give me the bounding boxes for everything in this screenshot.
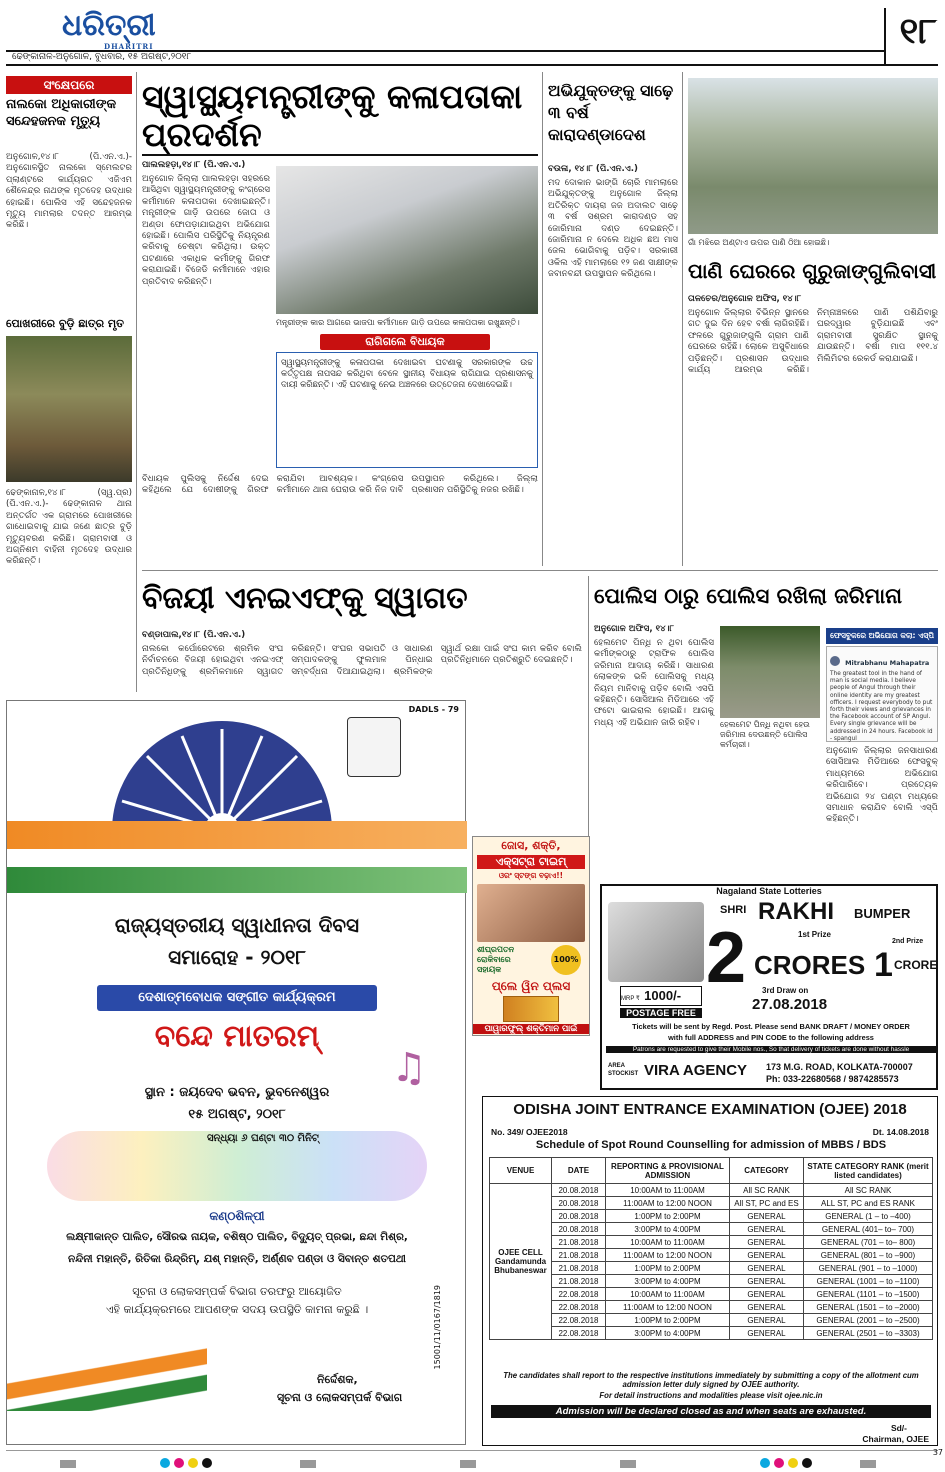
table-row	[490, 1314, 933, 1327]
police-photo	[720, 626, 820, 718]
footer-rule	[6, 1450, 938, 1451]
lottery-shri: SHRI	[720, 904, 747, 916]
ojee-sign2: Chairman, OJEE	[862, 1434, 929, 1444]
lottery-header: Nagaland State Lotteries	[716, 886, 822, 896]
folio: 37	[932, 1448, 943, 1457]
lottery-bumper: BUMPER	[854, 906, 911, 921]
registration-mark	[860, 1460, 876, 1468]
cmyk-dot	[160, 1458, 170, 1468]
table-cell: GENERAL	[730, 1301, 804, 1314]
table-cell: All SC RANK	[804, 1184, 933, 1197]
welcome-headline: ବିଜୟୀ ଏନଇଏଫ୍‌କୁ ସ୍ୱାଗତ	[142, 581, 468, 616]
lottery-price: 1000/-	[644, 988, 682, 1003]
brief1-body: ଅନୁଗୋଳ,୧୪।୮ (ପି.ଏନ.ଏ.)- ଅନୁଗୋଳସ୍ଥିତ ନାଲକୋ ସ୍ମେଲଟର ପ୍ଲାଣ୍ଟରେ କାର୍ଯ୍ୟରତ ଏଜିଏମ ଶୈଳେନ୍ଦ୍ର ନାଥଙ୍କ ମୃତଦେହ ଉଦ୍ଧାର ହୋଇଛି। ପୋଲିସ ଏହି ସନ୍ଦେହଜନକ ମୃତ୍ୟୁ ମାମଲାର ତଦନ୍ତ ଆରମ୍ଭ କରିଛି।	[6, 152, 132, 231]
health-line3: ଓରଂ ସ୍ଟଙ୍ଗ ବଢ଼ାଏ!!	[498, 871, 564, 880]
lottery-mrp	[620, 986, 702, 1006]
table-cell: 22.08.2018	[552, 1288, 606, 1301]
registration-mark	[620, 1460, 636, 1468]
flood-photo	[688, 78, 938, 234]
brief2-headline: ପୋଖରୀରେ ବୁଡ଼ି ଛାତ୍ର ମୃତ	[6, 317, 124, 330]
table-cell: GENERAL (1501 – to –2000)	[804, 1301, 933, 1314]
lottery-prize2-unit: CRORE	[894, 958, 938, 972]
sidebar-box: ସ୍ୱାସ୍ଥ୍ୟମନ୍ତ୍ରୀଙ୍କୁ କଳାପତାକା ଦେଖାଇବା ଘଟଣାକୁ ସରକାରଙ୍କ ଉଚ୍ଚ କର୍ତ୍ତୃପକ୍ଷ ନାପସନ୍ଦ କରିଥିବା ବେଳେ ସ୍ଥାନୀୟ ବିଧାୟକ ରାଗିଯାଇ ପ୍ରଶାସନକୁ ଦାୟୀ କରିଛନ୍ତି। ଏହି ଘଟଣାକୁ ନେଇ ଅଞ୍ଚଳରେ ଉତ୍ତେଜନା ଦେଖାଦେଇଛି।	[276, 352, 538, 468]
table-cell: GENERAL (701 – to– 800)	[804, 1236, 933, 1249]
music-note-icon: ♫	[391, 1045, 427, 1091]
brief1-headline: ନାଲକୋ ଅଧିକାରୀଙ୍କ ସନ୍ଦେହଜନକ ମୃତ୍ୟୁ	[6, 97, 117, 129]
table-cell: GENERAL (401– to– 700)	[804, 1223, 933, 1236]
table-row	[490, 1249, 933, 1262]
brief2-photo	[6, 336, 132, 482]
cmyk-dot	[202, 1458, 212, 1468]
ojee-col-category: CATEGORY	[730, 1158, 804, 1184]
lottery-mrp-label: MRP ₹	[621, 996, 640, 1002]
table-cell: GENERAL	[730, 1327, 804, 1340]
table-row	[490, 1262, 933, 1275]
table-cell: 21.08.2018	[552, 1262, 606, 1275]
iday-subtitle: ସମାରୋହ - ୨୦୧୮	[168, 945, 306, 969]
table-cell: 1:00PM to 2:00PM	[606, 1262, 730, 1275]
lottery-figure	[608, 902, 704, 982]
table-cell: 20.08.2018	[552, 1223, 606, 1236]
iday-ref: 15001/11/0167/1819	[433, 1285, 442, 1370]
registration-mark	[60, 1460, 76, 1468]
iday-code: DADLS - 79	[408, 705, 459, 714]
lead-photo	[276, 166, 538, 314]
lead-underline	[142, 154, 538, 156]
ojee-ad	[482, 1096, 938, 1446]
iday-title: ରାଜ୍ୟସ୍ତରୀୟ ସ୍ୱାଧୀନତା ଦିବସ	[114, 913, 360, 937]
table-cell: GENERAL (801 – to –900)	[804, 1249, 933, 1262]
table-cell: 11:00AM to 12:00 NOON	[606, 1301, 730, 1314]
table-cell: 21.08.2018	[552, 1275, 606, 1288]
table-cell: 3:00PM to 4:00PM	[606, 1223, 730, 1236]
jail-body: ମଦ ଦୋକାନ ଭାଙ୍ଗି ଚୋରି ମାମଲାରେ ଅଭିଯୁକ୍ତଙ୍କୁ ଅନୁଗୋଳ ଜିଲ୍ଲା ଅତିରିକ୍ତ ଦାୟରା ଜଜ ଅଦାଲତ ସାଢ଼େ ୩ ବର୍ଷ ସଶ୍ରମ କାରାଦଣ୍ଡ ସହ ଜୋରିମାନା ଦଣ୍ଡ ଦେଇଛନ୍ତି। ଜୋରିମାନା ନ ଦେଲେ ଅଧିକ ଛଅ ମାସ ଜେଲ ଭୋଗିବାକୁ ପଡ଼ିବ। ସରକାରୀ ଓକିଲ ଏହି ମାମଲାରେ ୧୨ ଜଣ ସାକ୍ଷୀଙ୍କ ଜବାନବନ୍ଦୀ ଉପସ୍ଥାପନ କରିଥିଲେ।	[548, 178, 678, 280]
iday-flag-swoosh	[7, 1341, 207, 1411]
lottery-notice1: Tickets will be sent by Regd. Post. Please send BANK DRAFT / MONEY ORDER	[632, 1022, 910, 1031]
health-product	[503, 996, 559, 1022]
health-footer: ପାୱାରଫୁଲ୍ ଶକ୍ତିମାନ ପାଇଁ	[473, 1024, 589, 1034]
jail-headline: ଅଭିଯୁକ୍ତଙ୍କୁ ସାଢ଼େ ୩ ବର୍ଷ କାରାଦଣ୍ଡାଦେଶ	[548, 81, 674, 144]
ojee-closing: Admission will be declared closed as and when seats are exhausted.	[491, 1405, 931, 1418]
table-cell: GENERAL	[730, 1249, 804, 1262]
ojee-col-rank: STATE CATEGORY RANK (merit listed candidates)	[804, 1158, 933, 1184]
lead-dateline: ପାଲଲହଡ଼ା,୧୪।୮ (ପି.ଏନ.ଏ.)	[142, 160, 246, 170]
table-cell: 3:00PM to 4:00PM	[606, 1327, 730, 1340]
table-row	[490, 1210, 933, 1223]
lottery-prize2-amount: 1	[874, 946, 893, 984]
table-cell: GENERAL (2001 – to –2500)	[804, 1314, 933, 1327]
table-cell: 1:00PM to 2:00PM	[606, 1314, 730, 1327]
logo-sub: DHARITRI	[104, 42, 154, 51]
registration-mark	[300, 1460, 316, 1468]
table-cell: GENERAL	[730, 1262, 804, 1275]
table-cell: GENERAL (1001 – to –1100)	[804, 1275, 933, 1288]
table-row	[490, 1197, 933, 1210]
jail-dateline: ବଉଳା, ୧୪।୮ (ପି.ଏନ.ଏ.)	[548, 164, 638, 174]
table-cell: GENERAL (901 – to –1000)	[804, 1262, 933, 1275]
lottery-two: 2	[706, 918, 747, 998]
iday-song: ବନ୍ଦେ ମାତରମ୍	[154, 1019, 320, 1054]
ojee-table-wrap	[489, 1157, 933, 1340]
header-rule	[6, 64, 938, 66]
welcome-divider	[588, 576, 589, 866]
lottery-draw-date: 27.08.2018	[752, 996, 828, 1013]
health-tag1: ଶୀଘ୍ରପତନ	[477, 945, 515, 954]
lottery-notice2: with full ADDRESS and PIN CODE to the following address	[668, 1033, 874, 1042]
jail-divider	[682, 72, 683, 566]
table-cell: 22.08.2018	[552, 1314, 606, 1327]
iday-sign2: ସୂଚନା ଓ ଲୋକସମ୍ପର୍କ ବିଭାଗ	[277, 1391, 403, 1404]
table-row	[490, 1236, 933, 1249]
table-cell: 21.08.2018	[552, 1236, 606, 1249]
cmyk-dot	[774, 1458, 784, 1468]
table-cell: GENERAL	[730, 1275, 804, 1288]
table-row	[490, 1184, 933, 1197]
iday-programme: ଦେଶାତ୍ମବୋଧକ ସଙ୍ଗୀତ କାର୍ଯ୍ୟକ୍ରମ	[97, 985, 377, 1011]
fb-name: Mitrabhanu Mahapatra	[845, 659, 930, 667]
iday-singers-line1: ଲକ୍ଷ୍ମୀକାନ୍ତ ପାଲିତ, ସୌରଭ ନାୟକ, ବଶିଷ୍ଠ ପାଲିତ, ବିଦ୍ୟୁତ୍ ପ୍ରଭା, ଛନ୍ଦା ମିଶ୍ର,	[66, 1231, 408, 1243]
lead-headline: ସ୍ୱାସ୍ଥ୍ୟମନ୍ତ୍ରୀଙ୍କୁ କଳାପତାକା ପ୍ରଦର୍ଶନ	[142, 77, 523, 154]
table-cell: GENERAL	[730, 1210, 804, 1223]
lottery-name: RAKHI	[758, 898, 834, 925]
health-badge: 100%	[551, 945, 581, 975]
table-cell: GENERAL	[730, 1314, 804, 1327]
lottery-draw-label: 3rd Draw on	[762, 986, 809, 995]
lottery-prize2: 2nd Prize	[892, 938, 924, 945]
table-cell: ALL ST, PC and ES RANK	[804, 1197, 933, 1210]
cmyk-dot	[788, 1458, 798, 1468]
iday-organiser: ସୂଚନା ଓ ଲୋକସମ୍ପର୍କ ବିଭାଗ ତରଫରୁ ଆୟୋଜିତ	[132, 1285, 342, 1298]
fb-post-card	[826, 646, 938, 742]
ojee-table	[489, 1157, 933, 1340]
lead-divider	[542, 72, 543, 566]
table-cell: 11:00AM to 12:00 NOON	[606, 1249, 730, 1262]
table-row	[490, 1301, 933, 1314]
flood-photo-caption: ଗାଁ ମଝିରେ ଅଣ୍ଟାଏ ଉପର ପାଣି ଠିଆ ହୋଇଛି।	[688, 238, 830, 247]
table-cell: GENERAL (1 – to –400)	[804, 1210, 933, 1223]
ojee-ref: No. 349/ OJEE2018	[491, 1127, 568, 1137]
table-cell: 10:00AM to 11:00AM	[606, 1288, 730, 1301]
iday-date: ୧୫ ଅଗଷ୍ଟ, ୨୦୧୮	[188, 1107, 286, 1122]
iday-sign1: ନିର୍ଦ୍ଦେଶକ,	[317, 1373, 358, 1386]
fb-avatar	[830, 656, 840, 666]
dateline: ଢେଙ୍କାନାଳ-ଅନୁଗୋଳ, ବୁଧବାର, ୧୫ ଅଗଷ୍ଟ,୨୦୧୮	[6, 50, 886, 64]
brief2-body: ଢେଙ୍କାନାଳ,୧୪।୮ (ସ୍ୱ.ପ୍ର)(ପି.ଏନ.ଏ.)- ଢେଙ୍କାନାଳ ଥାନା ଅନ୍ତର୍ଗତ ଏକ ଗ୍ରାମରେ ପୋଖରୀରେ ଗାଧୋଇବାକୁ ଯାଇ ଜଣେ ଛାତ୍ର ବୁଡ଼ି ମୃତ୍ୟୁବରଣ କରିଛି। ଗ୍ରାମବାସୀ ଓ ଅଗ୍ନିଶମ ବାହିନୀ ମୃତଦେହ ଉଦ୍ଧାର କରିଛନ୍ତି।	[6, 488, 132, 567]
table-cell: 20.08.2018	[552, 1197, 606, 1210]
ojee-sign1: Sd/-	[890, 1423, 907, 1433]
lottery-crores: CRORES	[754, 950, 866, 980]
flood-headline: ପାଣି ଘେରରେ ଗୁରୁଜାଙ୍ଗୁଲିବାସୀ	[688, 259, 937, 283]
table-cell: 22.08.2018	[552, 1301, 606, 1314]
sidebar-title: ରାଗିଗଲେ ବିଧାୟକ	[320, 334, 490, 350]
tricolour-saffron	[7, 821, 467, 849]
lead-body-continued: ବିଧାୟକ ପୁଲିସକୁ ନିର୍ଦ୍ଦେଶ ଦେଇ କହିଥିଲେ ଯେ ଦୋଷୀଙ୍କୁ ଗିରଫ କରାଯିବା ଆବଶ୍ୟକ। କଂଗ୍ରେସ କର୍ମୀମାନେ ଥାନା ଘେରାଉ କରି ନିଜ ଦାବି ଉପସ୍ଥାପନ କରିଥିଲେ। ଜିଲ୍ଲା ପ୍ରଶାସନ ପରିସ୍ଥିତିକୁ ନଜର ରଖିଛି।	[142, 474, 538, 496]
table-cell: 10:00AM to 11:00AM	[606, 1184, 730, 1197]
table-row	[490, 1223, 933, 1236]
iday-ad	[6, 700, 466, 1445]
health-tag2: ରୋକିବାରେ	[477, 955, 511, 964]
flood-body: ଅନୁଗୋଳ ଜିଲ୍ଲାର ବିଭିନ୍ନ ସ୍ଥାନରେ ଗତ ଦୁଇ ଦିନ ହେବ ବର୍ଷା ଲାଗିରହିଛି। ଫଳରେ ଗୁରୁଜାଙ୍ଗୁଲି ଗ୍ରାମ ପାଣି ଘେରରେ ରହିଛି। ଲୋକେ ଅସୁବିଧାରେ ପଡ଼ିଛନ୍ତି। ପ୍ରଶାସନ ଉଦ୍ଧାର କାର୍ଯ୍ୟ ଆରମ୍ଭ କରିଛି। ନିମ୍ନାଞ୍ଚଳରେ ପାଣି ପଶିଯିବାରୁ ଘରଦ୍ୱାର ବୁଡ଼ିଯାଇଛି ଏବଂ ଗ୍ରାମବାସୀ ସୁରକ୍ଷିତ ସ୍ଥାନକୁ ଯାଉଛନ୍ତି। ବର୍ଷା ମାପ ୧୧୧.୪ ମିଲିମିଟର ରେକର୍ଡ କରାଯାଇଛି।	[688, 308, 938, 376]
flood-dateline: ତାଳଚେର/ଅନୁଗୋଳ ଅଫିସ, ୧୪।୮	[688, 294, 802, 304]
page-number: ୧୮	[899, 10, 937, 52]
lottery-stockist-label: AREA STOCKIST	[608, 1063, 639, 1077]
police-body: ହେଲମେଟ ପିନ୍ଧି ନ ଥିବା ପୋଲିସ କର୍ମୀଙ୍କଠାରୁ ଟ୍ରାଫିକ ପୋଲିସ ଜରିମାନା ଆଦାୟ କରିଛି। ସାଧାରଣ ଲୋକଙ୍କ ଭଳି ପୋଲିସକୁ ମଧ୍ୟ ନିୟମ ମାନିବାକୁ ପଡ଼ିବ ବୋଲି ଏସପି କହିଛନ୍ତି। ସୋସିଆଲ ମିଡିଆରେ ଏହି ଫଟୋ ଭାଇରାଲ ହୋଇଛି। ଆଗକୁ ମଧ୍ୟ ଏହି ଅଭିଯାନ ଜାରି ରହିବ।	[594, 638, 714, 728]
fb-body: ଅନୁଗୋଳ ଜିଲ୍ଲାର ଜନସାଧାରଣ ସୋସିଆଲ ମିଡିଆରେ ଫେସବୁକ୍ ମାଧ୍ୟମରେ ଅଭିଯୋଗ କରିପାରିବେ। ପ୍ରତ୍ୟେକ ଅଭିଯୋଗ ୨୪ ଘଣ୍ଟା ମଧ୍ୟରେ ସମାଧାନ କରାଯିବ ବୋଲି ଏସ୍‌ପି କହିଛନ୍ତି।	[826, 746, 938, 825]
cmyk-dot	[760, 1458, 770, 1468]
tricolour-white	[7, 849, 467, 867]
iday-venue: ସ୍ଥାନ : ଜୟଦେବ ଭବନ, ଭୁବନେଶ୍ୱର	[144, 1085, 330, 1100]
table-row	[490, 1275, 933, 1288]
lottery-ad	[600, 884, 938, 1090]
briefs-label: ସଂକ୍ଷେପରେ	[6, 76, 132, 94]
lottery-notice3: Patrons are requested to give their Mobile nos., So that delivery of tickets are done without hassle	[606, 1046, 936, 1053]
ojee-col-reporting: REPORTING & PROVISIONAL ADMISSION	[606, 1158, 730, 1184]
ojee-col-date: DATE	[552, 1158, 606, 1184]
welcome-body: ନାଲକୋ କର୍ପୋରେଟରେ ଶ୍ରମିକ ସଂଘ ନିର୍ବାଚନରେ ବିଜୟୀ ହୋଇଥିବା ଏନଇଏଫ୍ ପ୍ରତିନିଧିଙ୍କୁ ଶ୍ରମିକମାନେ ସ୍ୱାଗତ କରିଛନ୍ତି। ସଂଘର ସଭାପତି ଓ ସାଧାରଣ ସମ୍ପାଦକଙ୍କୁ ଫୁଲମାଳ ପିନ୍ଧାଇ ସମ୍ବର୍ଦ୍ଧନା ଦିଆଯାଇଥିଲା। ଶ୍ରମିକଙ୍କ ସ୍ୱାର୍ଥ ରକ୍ଷା ପାଇଁ ସଂଘ କାମ କରିବ ବୋଲି ପ୍ରତିନିଧିମାନେ ପ୍ରତିଶ୍ରୁତି ଦେଇଛନ୍ତି।	[142, 644, 582, 677]
logo-text: ଧରିତ୍ରୀ	[62, 8, 156, 43]
table-cell: 20.08.2018	[552, 1210, 606, 1223]
ojee-title: ODISHA JOINT ENTRANCE EXAMINATION (OJEE) 2018	[513, 1101, 907, 1118]
ojee-subtitle: Schedule of Spot Round Counselling for admission of MBBS / BDS	[535, 1139, 887, 1151]
table-cell: 20.08.2018	[552, 1184, 606, 1197]
ojee-date: Dt. 14.08.2018	[872, 1127, 929, 1137]
table-cell: GENERAL	[730, 1223, 804, 1236]
masthead-logo	[62, 8, 172, 52]
ojee-note2: For detail instructions and modalities please visit ojee.nic.in	[599, 1391, 823, 1400]
table-cell: GENERAL	[730, 1236, 804, 1249]
table-cell: 21.08.2018	[552, 1249, 606, 1262]
lottery-postage: POSTAGE FREE	[620, 1008, 702, 1018]
lottery-agency: VIRA AGENCY	[644, 1062, 748, 1079]
table-cell: GENERAL (2501 – to –3303)	[804, 1327, 933, 1340]
lottery-prize1: 1st Prize	[798, 930, 831, 939]
lead-photo-caption: ମନ୍ତ୍ରୀଙ୍କ କାର ଆଗରେ ଭାଜପା କର୍ମୀମାନେ ଗାଡ଼ି ଉପରେ କଳାପତାକା ରଖୁଛନ୍ତି।	[276, 318, 520, 327]
police-headline: ପୋଲିସ ଠାରୁ ପୋଲିସ ରଖିଲା ଜରିମାନା	[594, 584, 902, 608]
health-ad	[472, 836, 590, 1036]
ojee-venue-cell: OJEE CELL Gandamunda Bhubaneswar	[490, 1184, 552, 1340]
fb-post-text: The greatest tool in the hand of man is social media. I believe people of Angul through their online identity are my greatest officers. I request everybody to put forth their views and grievances in the Facebook account of SP Angul. Every single grievance will be addressed in 24 hours. Facebook id - spangul	[830, 671, 933, 742]
health-tag3: ସହାୟକ	[477, 965, 502, 974]
table-row	[490, 1288, 933, 1301]
health-line1: ଜୋସ, ଶକ୍ତି,	[501, 839, 561, 852]
health-photo	[477, 884, 585, 942]
table-cell: 10:00AM to 11:00AM	[606, 1236, 730, 1249]
ojee-col-venue: VENUE	[490, 1158, 552, 1184]
cmyk-dot	[802, 1458, 812, 1468]
table-row	[490, 1327, 933, 1340]
table-cell: 1:00PM to 2:00PM	[606, 1210, 730, 1223]
ojee-note1: The candidates shall report to the respective institutions immediately by submitting a copy of the allotment cum admission letter duly signed by OJEE authority.	[503, 1371, 919, 1389]
health-line2: ଏକ୍ସଟ୍ରା ଟାଇମ୍	[477, 855, 585, 869]
emblem-icon	[347, 717, 401, 777]
cmyk-dot	[174, 1458, 184, 1468]
lead-body: ଅନୁଗୋଳ ଜିଲ୍ଲା ପାଲଲହଡ଼ା ସହରରେ ଆସିଥିବା ସ୍ୱାସ୍ଥ୍ୟମନ୍ତ୍ରୀଙ୍କୁ କଂଗ୍ରେସ କର୍ମୀମାନେ କଳାପତାକା ଦେଖାଇଛନ୍ତି। ମନ୍ତ୍ରୀଙ୍କ ଗାଡ଼ି ଉପରେ ଜୋତା ଓ ଅଣ୍ଡା ଫୋପଡ଼ାଯାଇଥିବା ଅଭିଯୋଗ ହୋଇଛି। ପୋଲିସ ପରିସ୍ଥିତିକୁ ନିୟନ୍ତ୍ରଣ କରିବାକୁ ଚେଷ୍ଟା କରିଥିଲା। ଉକ୍ତ ଘଟଣାରେ ଏକାଧିକ କର୍ମୀଙ୍କୁ ଗିରଫ କରାଯାଇଛି। ବିଜେଡି କର୍ମୀମାନେ ଏହାର ପ୍ରତିବାଦ କରିଛନ୍ତି।	[142, 174, 270, 287]
tricolour-green	[7, 867, 467, 893]
police-photo-caption: ହେଲମେଟ ପିନ୍ଧି ନଥିବା ହେଉ ଜରିମାନା ଦେଉଛନ୍ତି ପୋଲିସ କର୍ମଚାରୀ।	[720, 720, 810, 749]
table-cell: GENERAL (1101 – to –1500)	[804, 1288, 933, 1301]
mid-rule	[142, 570, 938, 571]
cmyk-dot	[188, 1458, 198, 1468]
ashoka-chakra-icon	[107, 711, 337, 831]
police-dateline: ଅନୁଗୋଳ ଅଫିସ, ୧୪।୮	[594, 624, 674, 634]
table-cell: 3:00PM to 4:00PM	[606, 1275, 730, 1288]
welcome-dateline: ବଣ୍ଡାପାଲ,୧୪।୮ (ପି.ଏନ.ଏ.)	[142, 630, 246, 640]
table-cell: All ST, PC and ES	[730, 1197, 804, 1210]
table-cell: 11:00AM to 12:00 NOON	[606, 1197, 730, 1210]
iday-singers-line2: ନନ୍ଦିନୀ ମହାନ୍ତି, ରିତିକା ରିନ୍ଦ୍ରିମ୍, ଯଶ୍ ମହାନ୍ତି, ଅର୍ଣ୍ଣବ ପଣ୍ଡା ଓ ସିବାନ୍ତ ଶତପଥୀ	[68, 1253, 406, 1265]
iday-time: ସନ୍ଧ୍ୟା ୬ ଘଣ୍ଟା ୩୦ ମିନିଟ୍	[207, 1133, 319, 1144]
iday-invite: ଏହି କାର୍ଯ୍ୟକ୍ରମରେ ଆପଣଙ୍କ ସଦୟ ଉପସ୍ଥିତି କାମନା କରୁଛି ।	[105, 1303, 369, 1316]
registration-mark	[460, 1460, 476, 1468]
iday-singers-label: କଣ୍ଠଶିଳ୍ପୀ	[209, 1209, 265, 1223]
lottery-address: 173 M.G. ROAD, KOLKATA-700007	[766, 1062, 913, 1072]
table-cell: GENERAL	[730, 1288, 804, 1301]
table-cell: 22.08.2018	[552, 1327, 606, 1340]
lottery-phone: Ph: 033-22680568 / 9874285573	[766, 1074, 899, 1084]
fb-label: ଫେସବୁକରେ ଅଭିଯୋଗ କଲା: ଏସ୍‌ପି	[826, 628, 938, 644]
table-cell: All SC RANK	[730, 1184, 804, 1197]
health-brand: ପ୍ଲେ ୱିନ ପ୍ଲସ	[491, 979, 571, 993]
col1-divider	[136, 72, 137, 692]
